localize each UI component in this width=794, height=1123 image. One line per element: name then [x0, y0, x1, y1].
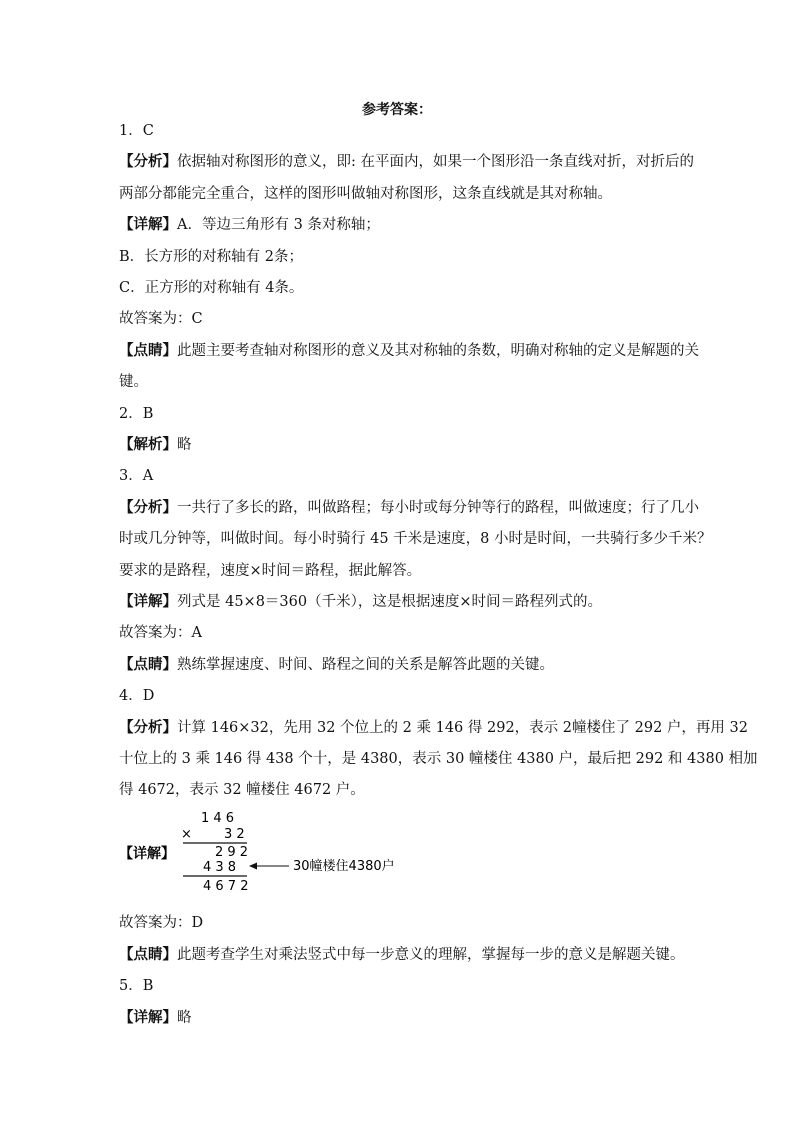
text-line [119, 215, 689, 235]
text-line [119, 749, 758, 769]
text-line [119, 404, 689, 424]
text-line [119, 309, 689, 329]
section-tag: 【点睛】 [119, 946, 177, 963]
page-title: 参考答案： [362, 102, 432, 118]
text-line [119, 592, 689, 612]
arrow-head-icon [249, 863, 257, 870]
times-sign: × [181, 827, 192, 842]
text-line [119, 686, 689, 706]
text-line [119, 718, 748, 738]
line-text: 4．D [119, 688, 155, 705]
line-text: 一共行了多长的路，叫做路程；每小时或每分钟等行的路程，叫做速度；行了几小 [177, 499, 699, 516]
section-tag: 【详解】 [119, 216, 177, 234]
line-text: 十位上的 3 乘 146 得 438 个十，是 4380，表示 30 幢楼住 4380 户，最后把 292 和 4380 相加 [119, 751, 758, 767]
text-line [119, 561, 689, 581]
line-text: 此题主要考查轴对称图形的意义及其对称轴的条数，明确对称轴的定义是解题的关 [177, 342, 699, 359]
partial-product-2: 4 3 8 [203, 860, 237, 875]
product-result: 4 6 7 2 [203, 879, 249, 894]
section-tag: 【点睛】 [119, 655, 177, 673]
line-text: B．长方形的对称轴有 2条； [119, 248, 303, 265]
text-line [119, 1008, 689, 1028]
line-text: 列式是 45×8＝360（千米），这是根据速度×时间＝路程列式的。 [177, 594, 603, 610]
line-text: 2．B [119, 405, 154, 422]
line-text: 此题考查学生对乘法竖式中每一步意义的理解，掌握每一步的意义是解题关键。 [177, 947, 685, 963]
section-tag: 【详解】 [119, 1009, 177, 1026]
multiplication-figure [119, 806, 419, 896]
vertical-multiplication [119, 806, 419, 896]
section-tag: 【点睛】 [119, 341, 177, 359]
line-text: C．正方形的对称轴有 4条。 [119, 280, 304, 296]
text-line [119, 278, 689, 298]
text-line [119, 529, 712, 549]
line-text: 略 [177, 437, 192, 453]
line-text: 略 [177, 1010, 192, 1026]
section-tag: 【分析】 [119, 718, 177, 736]
text-line [119, 623, 689, 643]
line-text: 故答案为：C [119, 311, 203, 328]
text-line [119, 341, 699, 361]
text-line [119, 466, 689, 486]
annotation-text: 30幢楼住4380户 [293, 859, 395, 874]
partial-product-1: 2 9 2 [215, 845, 249, 860]
text-line [119, 184, 689, 204]
multiplier: 3 2 [224, 827, 245, 842]
line-text: 1．C [119, 123, 154, 139]
line-text: A．等边三角形有 3 条对称轴； [177, 217, 380, 234]
line-text: 计算 146×32，先用 32 个位上的 2 乘 146 得 292，表示 2幢楼住了 292 户，再用 32 [177, 719, 748, 736]
text-line [119, 976, 689, 996]
text-line [119, 780, 689, 800]
line-text: 3．A [119, 468, 154, 485]
multiplicand: 1 4 6 [201, 811, 235, 826]
line-text: 得 4672，表示 32 幢楼住 4672 户。 [119, 782, 365, 799]
line-text: 键。 [119, 374, 148, 391]
section-tag: 【分析】 [119, 498, 177, 516]
text-line [119, 152, 694, 172]
line-text: 故答案为：A [119, 625, 202, 642]
section-tag: 【分析】 [119, 153, 177, 171]
section-tag: 【详解】 [119, 593, 177, 610]
line-text: 两部分都能完全重合，这样的图形叫做轴对称图形，这条直线就是其对称轴。 [119, 185, 612, 202]
text-line [119, 498, 699, 518]
line-text: 5．B [119, 978, 154, 994]
text-line [119, 913, 689, 933]
line-text: 依据轴对称图形的意义，即: 在平面内，如果一个图形沿一条直线对折，对折后的 [177, 154, 694, 171]
text-line [119, 121, 689, 141]
detail-label: 【详解】 [119, 846, 175, 862]
section-tag: 【解析】 [119, 436, 177, 453]
line-text: 故答案为：D [119, 915, 204, 931]
line-text: 要求的是路程，速度×时间＝路程，据此解答。 [119, 562, 422, 579]
text-line [119, 435, 689, 455]
text-line [119, 655, 689, 675]
text-line [119, 247, 689, 267]
line-text: 熟练掌握速度、时间、路程之间的关系是解答此题的关键。 [177, 656, 554, 673]
text-line [119, 372, 689, 392]
line-text: 时或几分钟等，叫做时间。每小时骑行 45 千米是速度，8 小时是时间，一共骑行多少千米？ [119, 531, 712, 548]
text-line [119, 945, 689, 965]
